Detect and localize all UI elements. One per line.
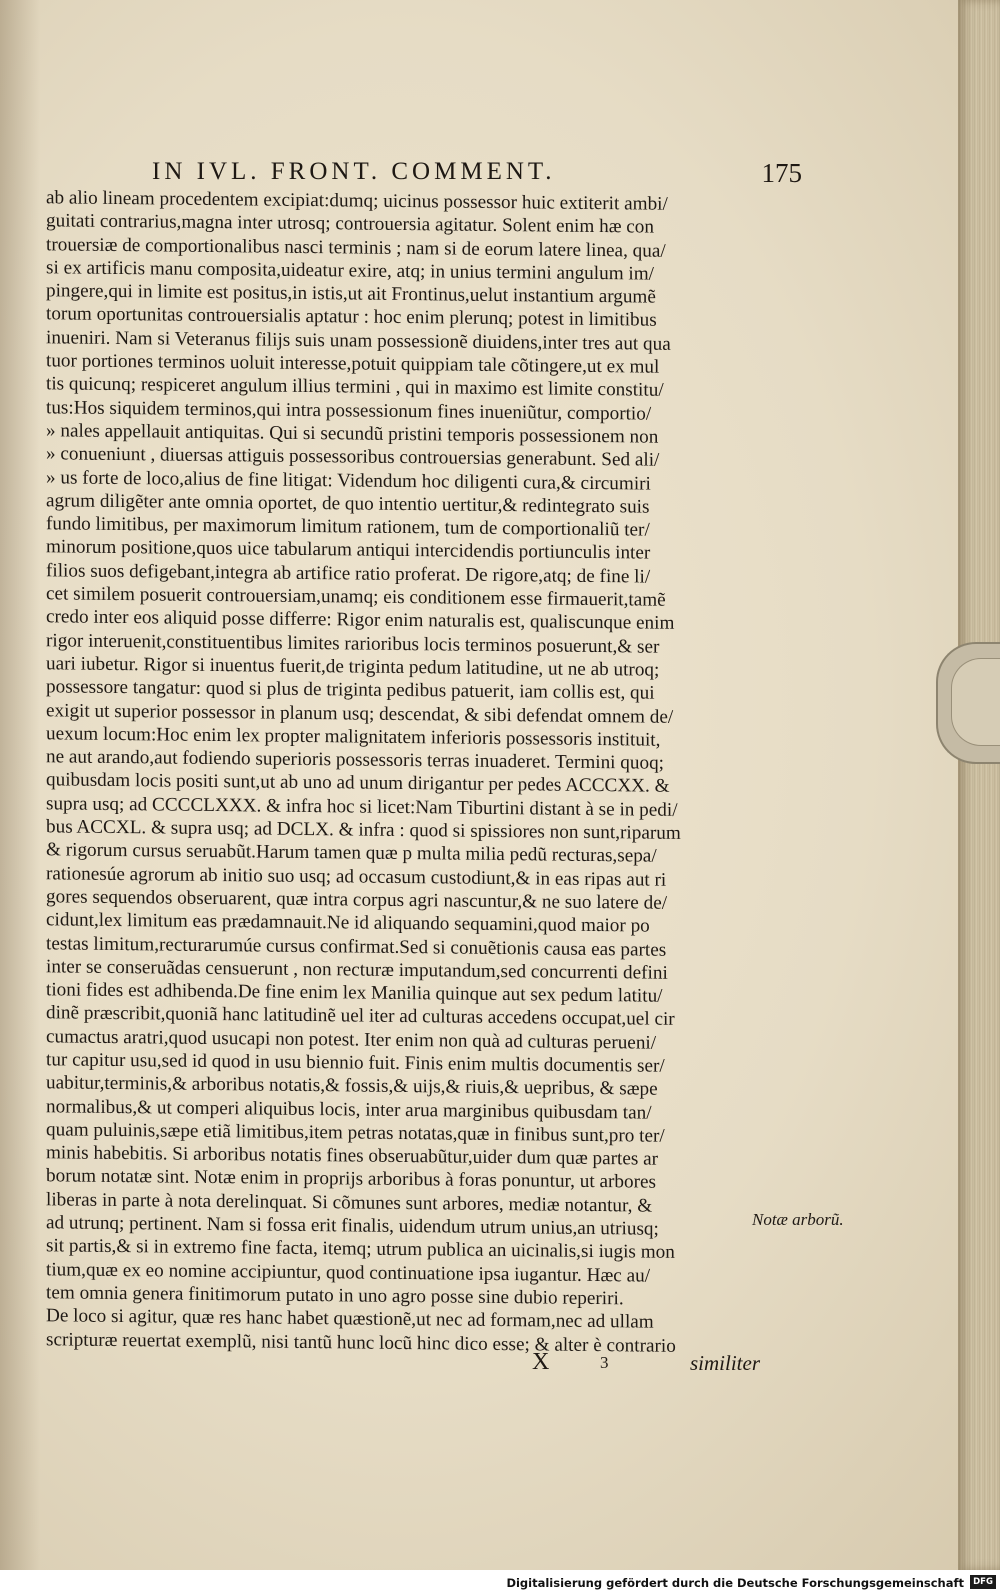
text-line: uabitur,terminis,& arboribus notatis,& fossis,& uijs,& riuis,& uepribus, & sæpe <box>46 1072 658 1100</box>
text-line: minis habebitis. Si arboribus notatis fines obseruabũtur,uider dum quæ partes ar <box>46 1142 659 1170</box>
text-line: bus ACCXL. & supra usq; ad DCLX. & infra : quod si spissiores non sunt,riparum <box>46 816 681 844</box>
signature-number: 3 <box>600 1353 609 1372</box>
text-line: tur capitur usu,sed id quod in usu biennio fuit. Finis enim multis documentis ser/ <box>46 1049 665 1077</box>
text-line: torum oportunitas controuersialis aptatur : hoc enim plerunq; potest in limitibus <box>46 303 657 332</box>
text-line: De loco si agitur, quæ res hanc habet quæstionẽ,ut nec ad formam,nec ad ullam <box>46 1305 654 1333</box>
text-line: ab alio lineam procedentem excipiat:dumq; uicinus possessor huic extiterit ambi/ <box>46 187 668 215</box>
text-line: minorum positione,quos uice tabularum antiqui intercidendis portiunculis inter <box>46 536 651 565</box>
gutter-shadow <box>0 0 40 1570</box>
text-line: inueniri. Nam si Veteranus filijs suis unam possessionẽ diuidens,inter tres aut qua <box>46 327 671 355</box>
text-line: tem omnia genera finitimorum putato in uno agro posse sine dubio reperiri. <box>46 1282 624 1310</box>
text-line: sit partis,& si in extremo fine facta, itemq; utrum publica an uicinalis,si iugis mon <box>46 1235 675 1264</box>
text-line: pingere,qui in limite est positus,in istis,ut ait Frontinus,uelut instantium argumẽ <box>46 280 656 308</box>
text-line: filios suos defigebant,integra ab artifice ratio proferat. De rigore,atq; de fine li/ <box>46 560 651 588</box>
text-line: dinẽ præscribit,quoniã hanc latitudinẽ uel iter ad culturas accedens occupat,uel cir <box>46 1002 675 1031</box>
folio-number: 175 <box>761 158 802 188</box>
text-line: gores sequendos obseruarent, quæ intra corpus agri nascuntur,& ne suo latere de/ <box>46 886 668 914</box>
text-line: tis quicunq; respiceret angulum illius termini , qui in maximo est limite constitu/ <box>46 373 664 402</box>
marginal-note: Notæ arborũ. <box>752 1210 844 1229</box>
catchword: similiter <box>689 1351 760 1375</box>
text-line: inter se conseruãdas censuerunt , non recturæ imputandum,sed concurrenti defini <box>46 956 668 984</box>
text-line: normalibus,& ut comperi aliquibus locis, inter arua marginibus quibusdam tan/ <box>46 1095 652 1124</box>
text-line: quam puluinis,sæpe etiã limitibus,item petras notatas,quæ in finibus sunt,pro ter/ <box>46 1119 665 1147</box>
text-line: quibusdam locis positi sunt,ut ab uno ad unum dirigantur per pedes ACCCXX. & <box>46 769 670 798</box>
text-line: cet similem posuerit controuersiam,unamq; eis conditionem esse firmauerit,tamẽ <box>46 583 666 611</box>
text-line: cidunt,lex limitum eas prædamnauit.Ne id aliquando sequamini,quod maior po <box>46 909 650 937</box>
text-line: » conueniunt , diuersas attiguis possessoribus controuersias generabunt. Sed ali/ <box>46 443 660 471</box>
text-line: uexum locum:Hoc enim lex propter malignitatem inferioris possessoris instituit, <box>46 723 661 751</box>
text-line: tioni fides est adhibenda.De fine enim lex Manilia quinque aut sex pedum latitu/ <box>46 979 663 1007</box>
clasp-band-inner <box>951 658 1000 746</box>
text-line: & rigorum cursus seruabũt.Harum tamen quæ p multa milia pedũ recturas,sepa/ <box>46 839 657 867</box>
page-header <box>152 158 802 192</box>
text-line: » us forte de loco,alius de fine litigat: Videndum hoc diligenti cura,& circumiri <box>46 466 651 495</box>
dfg-logo: DFG <box>970 1575 996 1589</box>
text-line: rationesúe agrorum ab initio suo usq; ad occasum custodiunt,& in eas ripas aut ri <box>46 862 667 891</box>
text-line: agrum diligẽter ante omnia oportet, de quo intentio uertitur,& redintegrato suis <box>46 490 650 518</box>
text-line: exigit ut superior possessor in planum usq; descendat, & sibi defendat omnem de/ <box>46 699 674 728</box>
body-text <box>46 186 760 1358</box>
text-line: uari iubetur. Rigor si inuentus fuerit,de triginta pedum latitudine, ut ne ab utroq; <box>46 653 660 681</box>
text-line: ne aut arando,aut fodiendo superioris possessoris terras inuaderet. Termini quoq; <box>46 746 665 774</box>
running-head: IN IVL. FRONT. COMMENT. <box>152 158 556 185</box>
text-line: si ex artificis manu composita,uideatur exire, atq; in unius termini angulum im/ <box>46 257 655 285</box>
text-line: guitati contrarius,magna inter utrosq; controuersia agitatur. Solent enim hæ con <box>46 210 654 238</box>
text-line: liberas in parte à nota derelinquat. Si cõmunes sunt arbores, mediæ notantur, & <box>46 1189 653 1217</box>
text-line: scripturæ reuertat exemplũ, nisi tantũ hunc locũ hinc dico esse; & alter è contrario <box>46 1328 676 1357</box>
text-line: tuor portiones terminos uoluit interesse,potuit quippiam tale cõtingere,ut ex mul <box>46 350 660 378</box>
text-line: cumactus aratri,quod usucapi non potest. Iter enim non quà ad culturas perueni/ <box>46 1025 657 1054</box>
digitization-banner <box>0 1570 1000 1596</box>
text-line: » nales appellauit antiquitas. Qui si secundũ pristini temporis possessionem non <box>46 420 659 448</box>
text-line: testas limitum,recturarumúe cursus confirmat.Sed si conuẽtionis causa eas partes <box>46 932 667 961</box>
text-line: borum notatæ sint. Notæ enim in proprijs arboribus à foras ponuntur, ut arbores <box>46 1165 656 1194</box>
page-fore-edge <box>958 0 1000 1570</box>
text-line: trouersiæ de comportionalibus nasci terminis ; nam si de eorum latere linea, qua/ <box>46 233 666 262</box>
text-line: credo inter eos aliquid posse differre: Rigor enim naturalis est, qualiscunque enim <box>46 606 675 635</box>
signature-mark: X <box>532 1349 550 1375</box>
text-line: tium,quæ ex eo nomine accipiuntur, quod continuatione ipsa iugantur. Hæc au/ <box>46 1258 651 1287</box>
text-line: ad utrunq; pertinent. Nam si fossa erit finalis, uidendum utrum unius,an utriusq; <box>46 1212 659 1240</box>
text-line: rigor interuenit,constituentibus limites rarioribus locis terminos posuerunt,& ser <box>46 629 660 658</box>
text-line: supra usq; ad CCCCLXXX. & infra hoc si licet:Nam Tiburtini distant à se in pedi/ <box>46 792 678 821</box>
banner-text: Digitalisierung gefördert durch die Deutsche Forschungsgemeinschaft <box>506 1576 964 1590</box>
text-line: possessore tangatur: quod si plus de triginta pedibus patuerit, iam collis est, qui <box>46 676 655 704</box>
page-footer <box>520 1349 760 1379</box>
text-line: tus:Hos siquidem terminos,qui intra possessionum fines inueniũtur, comportio/ <box>46 396 652 425</box>
text-line: fundo limitibus, per maximorum limitum rationem, tum de comportionaliũ ter/ <box>46 513 650 541</box>
